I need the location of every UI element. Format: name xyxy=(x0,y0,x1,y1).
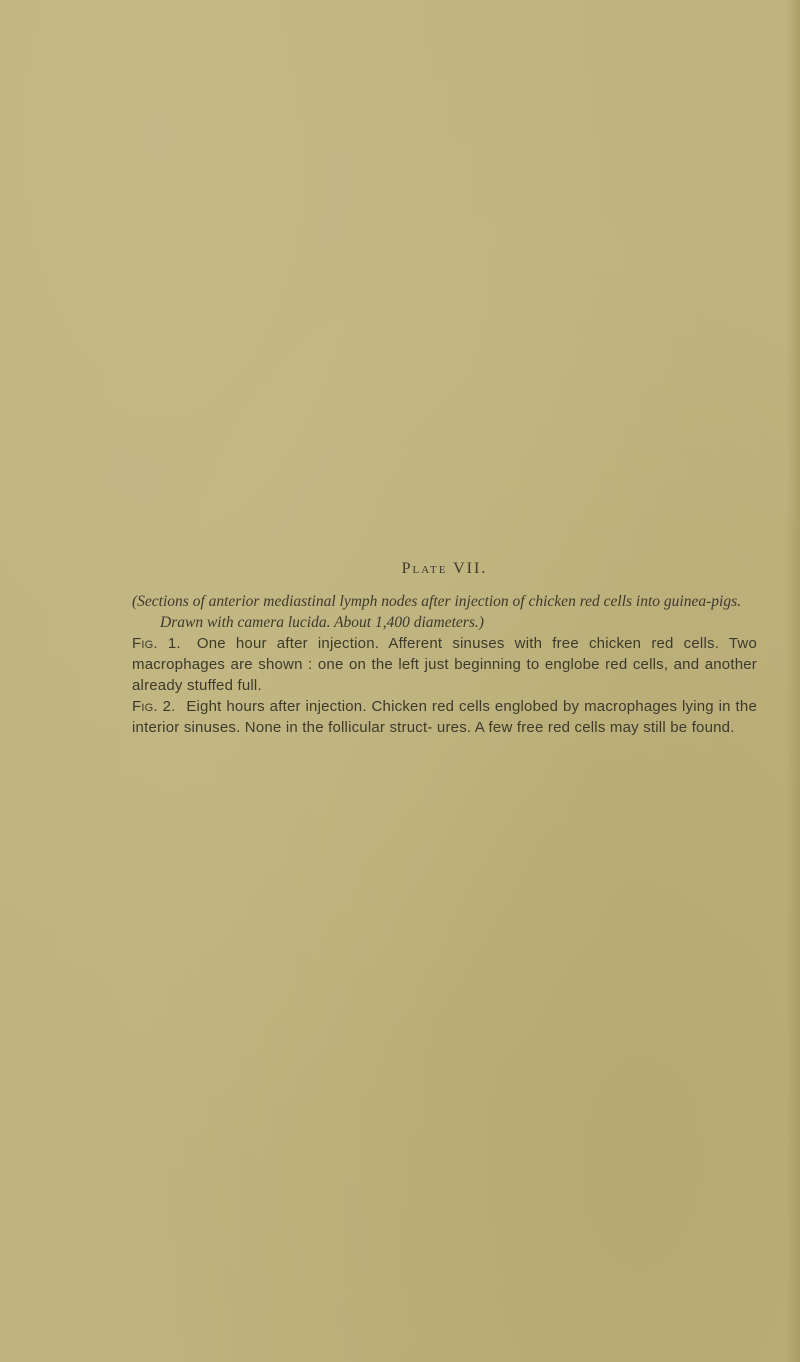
page-edge-shadow xyxy=(786,0,800,1362)
plate-caption: (Sections of anterior mediastinal lymph nodes after injection of chicken red cells into guinea-pigs. Drawn with camera lucida. About 1,400 diameters.) xyxy=(132,593,741,631)
figure-1-label: Fig. 1. xyxy=(132,635,181,652)
figure-2-label: Fig. 2. xyxy=(132,698,176,715)
plate-text-block xyxy=(132,560,757,738)
figure-2-text: Eight hours after injection. Chicken red cells englobed by macrophages lying in the interior sinuses. None in the follicular struct- ures. A few free red cells may still be found. xyxy=(132,698,757,736)
figure-1-text: One hour after injection. Afferent sinuses with free chicken red cells. Two macrophages are shown : one on the left just beginning to englobe red cells, and another already stuffed full. xyxy=(132,635,757,694)
plate-title: Plate VII. xyxy=(401,560,488,577)
figure-1-description xyxy=(132,633,757,696)
figure-2-description xyxy=(132,696,757,738)
